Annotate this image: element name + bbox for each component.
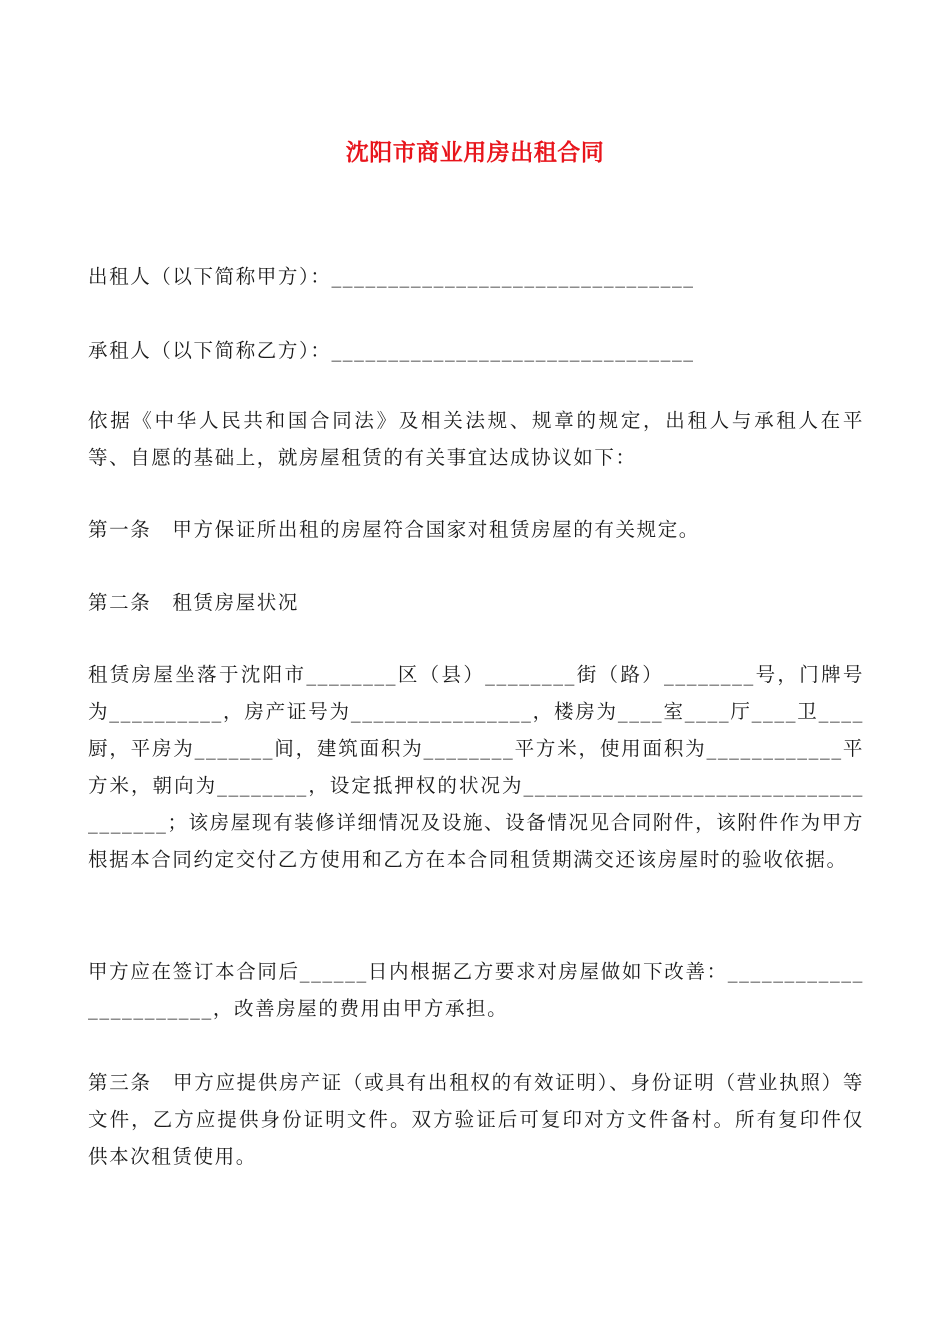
article-3: 第三条 甲方应提供房产证（或具有出租权的有效证明）、身份证明（营业执照）等文件，乙方应提供身份证明文件。双方验证后可复印对方文件备村。所有复印件仅供本次租赁使用。: [88, 1071, 864, 1168]
improvement-paragraph: 甲方应在签订本合同后______日内根据乙方要求对房屋做如下改善：_______________________，改善房屋的费用由甲方承担。: [88, 960, 864, 1020]
lessee-line: 承租人（以下简称乙方）：________________________________: [88, 339, 695, 362]
article-1: 第一条 甲方保证所出租的房屋符合国家对租赁房屋的有关规定。: [88, 518, 700, 541]
lessor-line: 出租人（以下简称甲方）：________________________________: [88, 265, 695, 288]
property-description-paragraph: 租赁房屋坐落于沈阳市________区（县）________街（路）________号，门牌号为__________，房产证号为________________，楼房为____室____厅____卫____厨，平房为_______间，建筑面积为________平方米，使用面积为____________平方米，朝向为________，设定抵押权的状况为_____________________________________；该房屋现有装修详细情况及设施、设备情况见合同附件，该附件作为甲方根据本合同约定交付乙方使用和乙方在本合同租赁期满交还该房屋时的验收依据。: [88, 663, 864, 871]
preamble-paragraph: 依据《中华人民共和国合同法》及相关法规、规章的规定，出租人与承租人在平等、自愿的基础上，就房屋租赁的有关事宜达成协议如下：: [88, 409, 864, 469]
document-title: 沈阳市商业用房出租合同: [345, 140, 605, 166]
article-2-heading: 第二条 租赁房屋状况: [88, 591, 300, 614]
